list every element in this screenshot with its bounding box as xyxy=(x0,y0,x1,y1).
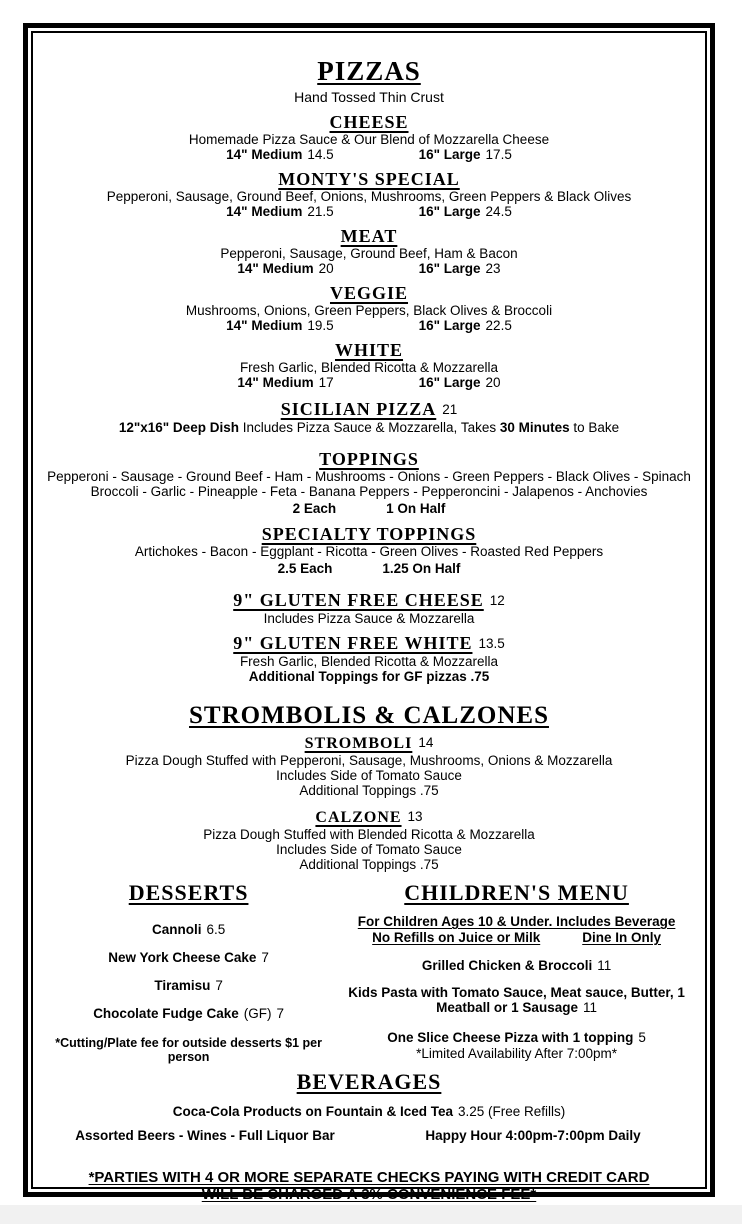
gf-white-description: Fresh Garlic, Blended Ricotta & Mozzarella xyxy=(239,654,499,669)
desserts-column xyxy=(41,881,336,1064)
childrens-item-price: 11 xyxy=(597,958,612,973)
bar-offerings: Assorted Beers - Wines - Full Liquor Bar xyxy=(75,1128,335,1143)
pizza-name: VEGGIE xyxy=(329,283,409,303)
sicilian-time-bold: 30 Minutes xyxy=(499,420,570,435)
medium-size-label: 14" Medium xyxy=(226,204,303,219)
stromboli-toppings-note: Additional Toppings .75 xyxy=(299,783,439,798)
gluten-free-cheese-section xyxy=(41,590,697,626)
fountain-drinks-line xyxy=(41,1104,697,1119)
gf-cheese-header xyxy=(41,590,697,611)
sicilian-desc-mid: Includes Pizza Sauce & Mozzarella, Takes xyxy=(238,420,500,435)
gf-toppings-note: Additional Toppings for GF pizzas .75 xyxy=(248,669,490,684)
pizza-name: MEAT xyxy=(340,226,398,246)
fountain-drinks-price: 3.25 (Free Refills) xyxy=(457,1104,566,1119)
large-size-label: 16" Large xyxy=(418,147,481,162)
pizza-description: Fresh Garlic, Blended Ricotta & Mozzarella xyxy=(239,360,499,375)
medium-size-label: 14" Medium xyxy=(237,261,314,276)
gf-white-price: 13.5 xyxy=(478,636,505,651)
gluten-free-white-section xyxy=(41,633,697,684)
large-size-label: 16" Large xyxy=(418,204,481,219)
sicilian-desc-end: to Bake xyxy=(569,420,620,435)
two-column-section xyxy=(41,881,697,1064)
toppings-title: TOPPINGS xyxy=(319,449,419,469)
fountain-drinks-label: Coca-Cola Products on Fountain & Iced Tea xyxy=(172,1104,453,1119)
dessert-name: Chocolate Fudge Cake xyxy=(93,1006,239,1021)
sicilian-description xyxy=(41,420,697,435)
pizza-price-line xyxy=(41,375,697,390)
childrens-item-name: One Slice Cheese Pizza with 1 topping xyxy=(387,1030,634,1045)
dessert-item xyxy=(41,978,336,993)
large-size-label: 16" Large xyxy=(418,261,481,276)
toppings-price-each: 2 Each xyxy=(292,501,337,516)
fee-notice-line1: *PARTIES WITH 4 OR MORE SEPARATE CHECKS PAYING WITH CREDIT CARD xyxy=(88,1169,650,1186)
stromboli-header xyxy=(41,735,697,753)
dessert-name: Cannoli xyxy=(151,922,202,937)
pizza-price-line xyxy=(41,204,697,219)
large-price: 22.5 xyxy=(485,318,512,333)
specialty-toppings-section xyxy=(41,524,697,576)
childrens-item xyxy=(336,1030,697,1045)
dessert-price: 7 xyxy=(215,978,223,993)
beverages-title: BEVERAGES xyxy=(296,1069,442,1094)
calzone-toppings-note: Additional Toppings .75 xyxy=(299,857,439,872)
medium-size-label: 14" Medium xyxy=(226,147,303,162)
dessert-item xyxy=(41,1006,336,1021)
childrens-item-name: Grilled Chicken & Broccoli xyxy=(421,958,593,973)
page-bottom-margin xyxy=(0,1205,742,1224)
desserts-title: DESSERTS xyxy=(128,880,249,905)
no-refills-note: No Refills on Juice or Milk xyxy=(372,930,541,945)
medium-size-label: 14" Medium xyxy=(226,318,303,333)
large-size-label: 16" Large xyxy=(418,375,481,390)
sicilian-header xyxy=(41,399,697,420)
dessert-price: 6.5 xyxy=(206,922,226,937)
childrens-header-line1: For Children Ages 10 & Under. Includes Beverage xyxy=(357,914,676,929)
credit-card-fee-notice xyxy=(41,1169,697,1203)
specialty-price-each: 2.5 Each xyxy=(277,561,333,576)
large-price: 20 xyxy=(485,375,501,390)
specialty-toppings-line: Artichokes - Bacon - Eggplant - Ricotta - Green Olives - Roasted Red Peppers xyxy=(134,544,604,559)
stromboli-price: 14 xyxy=(418,735,434,750)
menu-page-border xyxy=(23,23,715,1203)
page-title: PIZZAS xyxy=(317,56,421,86)
large-price: 23 xyxy=(485,261,501,276)
menu-content xyxy=(41,33,697,1203)
pizza-description: Homemade Pizza Sauce & Our Blend of Mozzarella Cheese xyxy=(188,132,550,147)
medium-price: 21.5 xyxy=(307,204,334,219)
childrens-item-name: Kids Pasta with Tomato Sauce, Meat sauce, Butter, 1 Meatball or 1 Sausage xyxy=(348,985,685,1015)
toppings-line2: Broccoli - Garlic - Pineapple - Feta - Banana Peppers - Pepperoncini - Jalapenos - Anchovies xyxy=(90,484,648,499)
childrens-item-price: 11 xyxy=(582,1000,597,1015)
pizza-section-white xyxy=(41,340,697,390)
childrens-item-price: 5 xyxy=(638,1030,646,1045)
pizza-name: MONTY'S SPECIAL xyxy=(278,169,460,189)
pizza-name: CHEESE xyxy=(329,112,409,132)
calzone-name: CALZONE xyxy=(315,809,402,826)
childrens-header-line2 xyxy=(336,930,697,945)
toppings-section xyxy=(41,449,697,516)
menu-subtitle: Hand Tossed Thin Crust xyxy=(294,89,444,105)
gf-white-header xyxy=(41,633,697,654)
dessert-price: 7 xyxy=(276,1006,284,1021)
childrens-item xyxy=(341,985,693,1015)
dessert-item xyxy=(41,950,336,965)
pizza-price-line xyxy=(41,261,697,276)
toppings-price-half: 1 On Half xyxy=(386,501,446,516)
large-price: 24.5 xyxy=(485,204,512,219)
pizza-name: WHITE xyxy=(334,340,404,360)
dessert-suffix: (GF) xyxy=(243,1006,272,1021)
calzone-price: 13 xyxy=(407,809,423,824)
gf-cheese-name: 9" GLUTEN FREE CHEESE xyxy=(233,590,484,610)
medium-price: 20 xyxy=(318,261,334,276)
gf-cheese-price: 12 xyxy=(489,593,505,608)
pizza-section-cheese xyxy=(41,112,697,162)
large-size-label: 16" Large xyxy=(418,318,481,333)
bar-and-happy-hour-line xyxy=(41,1128,697,1143)
childrens-menu-column xyxy=(336,881,697,1061)
calzone-header xyxy=(41,809,697,827)
toppings-prices xyxy=(41,501,697,516)
medium-price: 19.5 xyxy=(307,318,334,333)
childrens-item xyxy=(336,958,697,973)
toppings-line1: Pepperoni - Sausage - Ground Beef - Ham - Mushrooms - Onions - Green Peppers - Black Olives - Spinach xyxy=(47,469,691,484)
sicilian-size-bold: 12"x16" Deep Dish xyxy=(118,420,239,435)
desserts-fee-note: *Cutting/Plate fee for outside desserts $1 per person xyxy=(55,1036,322,1064)
stromboli-description: Pizza Dough Stuffed with Pepperoni, Sausage, Mushrooms, Onions & Mozzarella xyxy=(125,753,613,768)
dessert-name: New York Cheese Cake xyxy=(108,950,257,965)
pizza-section-montys-special xyxy=(41,169,697,219)
pizza-description: Pepperoni, Sausage, Ground Beef, Onions, Mushrooms, Green Peppers & Black Olives xyxy=(106,189,632,204)
sicilian-pizza-section xyxy=(41,399,697,435)
gf-white-name: 9" GLUTEN FREE WHITE xyxy=(233,633,473,653)
stromboli-section xyxy=(41,735,697,798)
medium-price: 14.5 xyxy=(307,147,334,162)
calzone-side-note: Includes Side of Tomato Sauce xyxy=(276,842,462,857)
medium-size-label: 14" Medium xyxy=(237,375,314,390)
specialty-toppings-prices xyxy=(41,561,697,576)
strombolis-calzones-title: STROMBOLIS & CALZONES xyxy=(189,702,549,729)
large-price: 17.5 xyxy=(485,147,512,162)
dine-in-only-note: Dine In Only xyxy=(582,930,661,945)
sicilian-price: 21 xyxy=(442,402,458,417)
happy-hour: Happy Hour 4:00pm-7:00pm Daily xyxy=(425,1128,641,1143)
dessert-item xyxy=(41,922,336,937)
dessert-name: Tiramisu xyxy=(154,978,211,993)
pizza-description: Pepperoni, Sausage, Ground Beef, Ham & Bacon xyxy=(220,246,518,261)
sicilian-name: SICILIAN PIZZA xyxy=(280,399,437,419)
pizza-price-line xyxy=(41,318,697,333)
childrens-availability-note: *Limited Availability After 7:00pm* xyxy=(416,1046,618,1061)
gf-cheese-description: Includes Pizza Sauce & Mozzarella xyxy=(263,611,475,626)
menu-page-inner-border xyxy=(31,31,707,1203)
fee-notice-line2: WILL BE CHARGED A 3% CONVENIENCE FEE* xyxy=(201,1186,537,1203)
pizza-description: Mushrooms, Onions, Green Peppers, Black Olives & Broccoli xyxy=(185,303,553,318)
pizza-price-line xyxy=(41,147,697,162)
calzone-description: Pizza Dough Stuffed with Blended Ricotta & Mozzarella xyxy=(203,827,535,842)
specialty-price-half: 1.25 On Half xyxy=(382,561,461,576)
specialty-toppings-title: SPECIALTY TOPPINGS xyxy=(261,524,477,544)
dessert-price: 7 xyxy=(261,950,269,965)
medium-price: 17 xyxy=(318,375,334,390)
stromboli-name: STROMBOLI xyxy=(304,735,413,752)
childrens-menu-title: CHILDREN'S MENU xyxy=(404,880,629,905)
stromboli-side-note: Includes Side of Tomato Sauce xyxy=(276,768,462,783)
calzone-section xyxy=(41,809,697,872)
pizza-section-veggie xyxy=(41,283,697,333)
pizza-section-meat xyxy=(41,226,697,276)
